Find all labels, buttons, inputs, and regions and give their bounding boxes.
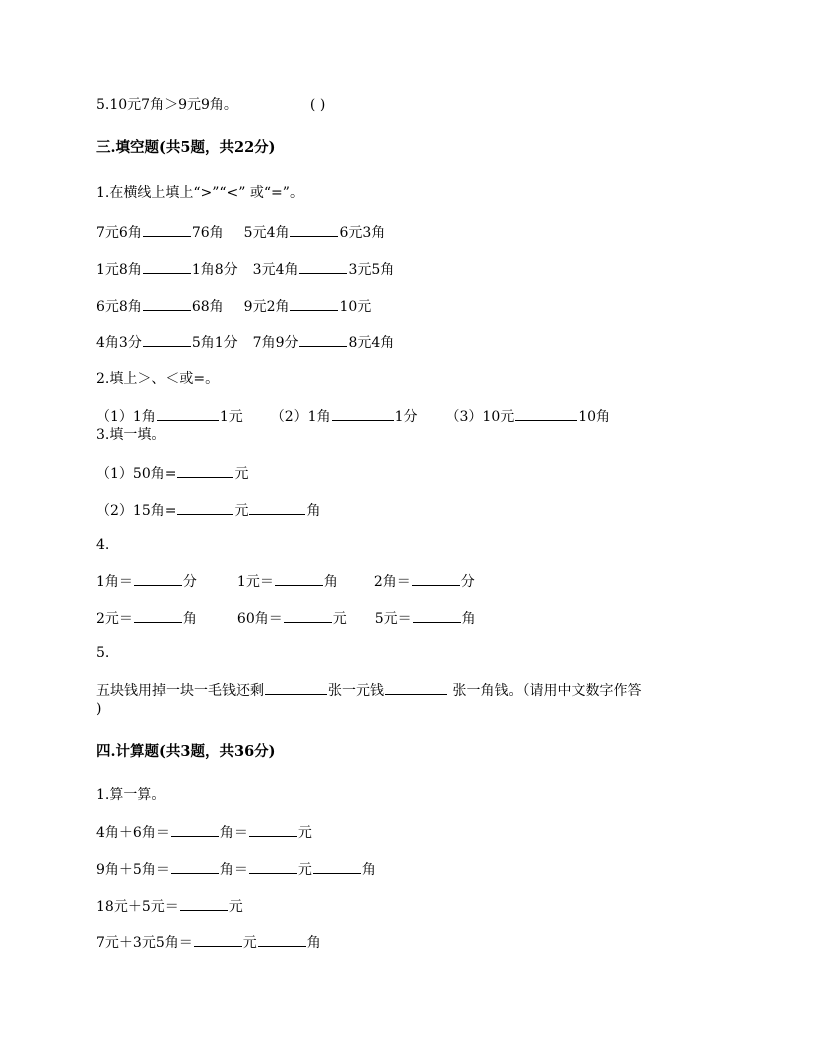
calc-unit: 元 — [228, 899, 243, 915]
fill5-part: 五块钱用掉一块一毛钱还剩 — [96, 683, 264, 699]
fill1-right: 76角 — [191, 225, 224, 241]
fill3-row-1 — [96, 463, 248, 483]
calc-unit: 元 — [297, 825, 312, 841]
answer-blank[interactable] — [157, 406, 219, 421]
calc1-row-2 — [96, 859, 376, 879]
fill5-part: 张一元钱 — [328, 683, 384, 699]
fill4-unit: 角 — [323, 574, 338, 590]
answer-blank[interactable] — [177, 463, 233, 478]
answer-blank[interactable] — [284, 608, 332, 623]
fill4-unit: 元 — [332, 611, 347, 627]
answer-blank[interactable] — [134, 571, 182, 586]
answer-blank[interactable] — [385, 680, 447, 695]
fill1-right: 10元 — [339, 299, 372, 315]
answer-blank[interactable] — [299, 332, 347, 347]
fill4-row-2 — [96, 608, 476, 628]
fill2-row — [96, 406, 610, 426]
fill1-left: 9元2角 — [243, 299, 290, 315]
fill1-right: 6元3角 — [339, 225, 386, 241]
answer-blank[interactable] — [171, 859, 219, 874]
answer-blank[interactable] — [299, 259, 347, 274]
fill5-part: 张一角钱。（请用中文数字作答 — [448, 683, 642, 699]
calc-unit: 元 — [242, 935, 257, 951]
answer-blank[interactable] — [143, 332, 191, 347]
answer-blank[interactable] — [180, 896, 228, 911]
fill4-unit: 角 — [182, 611, 197, 627]
fill2-label: （1）1角 — [96, 409, 156, 425]
answer-blank[interactable] — [143, 222, 191, 237]
fill3-label: （2）15角= — [96, 503, 177, 519]
calc-expression: 18元＋5元＝ — [96, 899, 179, 915]
calc-expression: 9角＋5角＝ — [96, 862, 170, 878]
answer-paren[interactable]: ( ) — [309, 97, 326, 113]
answer-blank[interactable] — [290, 296, 338, 311]
fill1-right: 1角8分 — [191, 262, 238, 278]
fill1-left: 4角3分 — [96, 335, 142, 351]
answer-blank[interactable] — [143, 259, 191, 274]
fill4-left: 2元＝ — [96, 611, 133, 627]
fill1-left: 3元4角 — [252, 262, 299, 278]
calc1-row-4 — [96, 932, 321, 952]
fill1-left: 6元8角 — [96, 299, 142, 315]
calc-expression: 4角＋6角＝ — [96, 825, 170, 841]
answer-blank[interactable] — [265, 680, 327, 695]
answer-blank[interactable] — [143, 296, 191, 311]
calc-unit: 元 — [297, 862, 312, 878]
answer-blank[interactable] — [171, 822, 219, 837]
fill2-unit: 1分 — [394, 409, 418, 425]
question-5-prev — [96, 96, 325, 114]
fill4-left: 1角＝ — [96, 574, 133, 590]
fill2-prompt: 2.填上＞、＜或=。 — [96, 371, 220, 387]
fill4-row-1 — [96, 571, 475, 591]
answer-blank[interactable] — [412, 571, 460, 586]
fill4-left: 5元＝ — [374, 611, 412, 627]
fill4-left: 60角＝ — [236, 611, 283, 627]
answer-blank[interactable] — [258, 932, 306, 947]
answer-blank[interactable] — [249, 859, 297, 874]
fill5-text-end: ) — [96, 701, 102, 717]
answer-blank[interactable] — [194, 932, 242, 947]
fill2-label: （2）1角 — [270, 409, 331, 425]
fill4-unit: 分 — [182, 574, 197, 590]
calc-unit: 角 — [361, 862, 376, 878]
answer-blank[interactable] — [515, 406, 577, 421]
fill2-unit: 10角 — [578, 409, 611, 425]
answer-blank[interactable] — [134, 608, 182, 623]
answer-blank[interactable] — [290, 222, 338, 237]
fill1-prompt: 1.在横线上填上“>”“<” 或“=”。 — [96, 185, 304, 201]
fill3-unit: 元 — [234, 503, 249, 519]
fill1-right: 8元4角 — [348, 335, 395, 351]
answer-blank[interactable] — [249, 822, 297, 837]
calc-expression: 7元＋3元5角＝ — [96, 935, 193, 951]
calc1-row-3 — [96, 896, 243, 916]
fill4-unit: 分 — [460, 574, 475, 590]
fill3-label: （1）50角= — [96, 466, 177, 482]
fill1-right: 3元5角 — [348, 262, 395, 278]
fill1-right: 68角 — [191, 299, 224, 315]
fill2-label: （3）10元 — [445, 409, 515, 425]
answer-blank[interactable] — [275, 571, 323, 586]
calc1-prompt: 1.算一算。 — [96, 787, 166, 803]
fill1-row-3 — [96, 296, 371, 316]
calc-unit: 角＝ — [219, 825, 248, 841]
fill1-left: 5元4角 — [243, 225, 290, 241]
section-title-calc: 四.计算题(共3题，共36分) — [96, 743, 276, 760]
calc1-row-1 — [96, 822, 312, 842]
fill1-row-1 — [96, 222, 385, 242]
question-text: 5.10元7角＞9元9角。 — [96, 97, 238, 113]
fill4-unit: 角 — [461, 611, 476, 627]
fill3-prompt: 3.填一填。 — [96, 427, 166, 443]
calc-unit: 角＝ — [219, 862, 248, 878]
fill5-text — [96, 680, 641, 700]
fill4-left: 1元＝ — [236, 574, 274, 590]
fill2-unit: 1元 — [219, 409, 243, 425]
fill1-left: 1元8角 — [96, 262, 142, 278]
fill4-left: 2角＝ — [373, 574, 411, 590]
calc-unit: 角 — [306, 935, 321, 951]
fill1-row-4 — [96, 332, 394, 352]
answer-blank[interactable] — [177, 500, 233, 515]
answer-blank[interactable] — [332, 406, 394, 421]
fill1-right: 5角1分 — [191, 335, 238, 351]
fill1-left: 7角9分 — [252, 335, 299, 351]
answer-blank[interactable] — [249, 500, 305, 515]
answer-blank[interactable] — [413, 608, 461, 623]
fill3-row-2 — [96, 500, 320, 520]
section-title-fill: 三.填空题(共5题，共22分) — [96, 139, 276, 156]
answer-blank[interactable] — [313, 859, 361, 874]
fill5-prompt: 5. — [96, 645, 110, 661]
fill1-row-2 — [96, 259, 394, 279]
fill3-unit: 元 — [234, 466, 249, 482]
fill4-prompt: 4. — [96, 537, 110, 553]
fill3-unit: 角 — [306, 503, 321, 519]
fill1-left: 7元6角 — [96, 225, 142, 241]
